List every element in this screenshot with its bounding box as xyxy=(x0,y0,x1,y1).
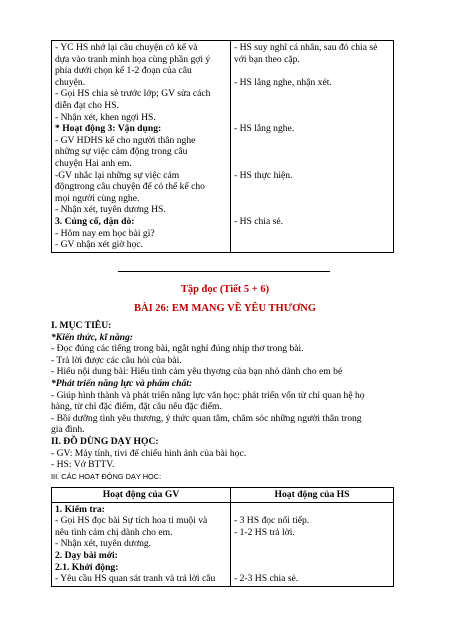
text-line: - Hiểu nội dung bài: Hiểu tình cảm yêu thyơng của bạn nhỏ dành cho em bé xyxy=(51,366,343,378)
subsection-heading: *Kiến thức, kĩ năng: xyxy=(51,331,133,343)
student-activity-cell xyxy=(231,502,394,586)
text-line: - Giúp hình thành và phát triển năng lực văn học: phát triển vốn từ chỉ quan hệ họ xyxy=(51,389,365,401)
text-line: chuyện. xyxy=(55,76,86,88)
text-line: - 2-3 HS chia sẻ. xyxy=(234,573,299,585)
activity-heading: * Hoạt động 3: Vận dụng: xyxy=(55,123,162,135)
text-line: những sự việc cảm động trong câu xyxy=(55,146,188,158)
text-line: mọi người cùng nghe. xyxy=(55,192,140,204)
activity-heading: 2.1. Khởi động: xyxy=(55,561,119,573)
activity-heading: 1. Kiểm tra: xyxy=(55,503,105,515)
section-heading: I. MỤC TIÊU: xyxy=(51,320,112,331)
teacher-activity-cell xyxy=(52,41,231,253)
text-line: - HS lắng nghe. xyxy=(234,123,295,135)
text-line: - Bồi dưỡng tình yêu thương, ý thức quan tâm, chăm sóc những người thân trong xyxy=(51,412,362,424)
text-line: - Nhận xét, khen ngợi HS. xyxy=(55,111,156,123)
text-line: - HS thực hiện. xyxy=(234,169,293,181)
table-header-row xyxy=(52,488,394,503)
text-line: - 3 HS đọc nối tiếp. xyxy=(234,515,310,527)
text-line: - Nhận xét, tuyên dương HS. xyxy=(55,204,166,216)
text-line: - Nhận xét, tuyên dương. xyxy=(55,538,152,550)
text-line: nêu tình cảm chị dành cho em. xyxy=(55,526,173,538)
text-line: - Trả lời được các câu hỏi của bài. xyxy=(51,354,182,366)
text-line: - GV nhận xét giờ học. xyxy=(55,239,144,251)
text-line: - Đọc đúng các tiếng trong bài, ngắt nghỉ đúng nhịp thơ trong bài. xyxy=(51,343,304,355)
text-line: -GV nhắc lại những sự việc cảm xyxy=(55,169,180,181)
section-heading: II. ĐỒ DÙNG DẠY HỌC: xyxy=(51,435,159,447)
activity-table-continued xyxy=(51,40,394,253)
text-line: diễn đạt cho HS. xyxy=(55,99,119,111)
subsection-heading: *Phát triển năng lực và phẩm chất: xyxy=(51,377,193,389)
column-header-student: Hoạt động của HS xyxy=(231,488,394,503)
text-line: gia đình. xyxy=(51,424,85,436)
section-heading: III. CÁC HOẠT ĐỘNG DẠY HỌC: xyxy=(51,471,162,481)
text-line: - Gọi HS chia sẻ trước lớp; GV sửa cách xyxy=(55,88,211,100)
lesson-objectives xyxy=(51,320,393,482)
activity-heading: 3. Củng cố, dặn dò: xyxy=(55,215,135,227)
text-line: dựa vào tranh minh họa cùng phần gợi ý xyxy=(55,53,211,65)
text-line: - GV HDHS kể cho người thân nghe xyxy=(55,134,196,146)
lesson-title: Tập đọc (Tiết 5 + 6) xyxy=(180,284,270,295)
lesson-name: BÀI 26: EM MANG VỀ YÊU THƯƠNG xyxy=(133,303,316,314)
activity-heading: 2. Dạy bài mới: xyxy=(55,549,118,561)
text-line: - GV: Máy tính, tivi để chiếu hình ảnh của bài học. xyxy=(51,447,247,459)
text-line: - Yêu cầu HS quan sát tranh và trả lời câu xyxy=(55,573,216,585)
text-line: - HS lắng nghe, nhận xét. xyxy=(234,76,332,88)
text-line: - HS suy nghĩ cá nhân, sau đó chia sẻ xyxy=(234,42,378,53)
section-divider xyxy=(118,271,330,272)
text-line: - HS: Vở BTTV. xyxy=(51,459,115,471)
activity-table xyxy=(51,487,394,587)
text-line: hàng, từ chỉ đặc điểm, đặt câu nêu đặc điểm. xyxy=(51,401,222,413)
text-line: độngtrong câu chuyện để có thể kể cho xyxy=(55,181,205,193)
text-line: - Hôm nay em học bài gì? xyxy=(55,227,155,239)
table-row xyxy=(52,41,394,253)
text-line: chuyện Hai anh em. xyxy=(55,157,132,169)
column-header-teacher: Hoạt động của GV xyxy=(52,488,231,503)
text-line: - Gọi HS đọc bài Sự tích hoa tỉ muội và xyxy=(55,515,208,527)
text-line: phía dưới chọn kể 1-2 đoạn của câu xyxy=(55,65,192,77)
text-line: - HS chia sẻ. xyxy=(234,215,284,227)
text-line: - 1-2 HS trả lời. xyxy=(234,526,295,538)
teacher-activity-cell xyxy=(52,502,231,586)
table-row xyxy=(52,502,394,586)
student-activity-cell xyxy=(231,41,394,253)
text-line: với bạn theo cặp. xyxy=(234,53,300,65)
text-line: - YC HS nhớ lại câu chuyện cô kể và xyxy=(55,42,198,53)
